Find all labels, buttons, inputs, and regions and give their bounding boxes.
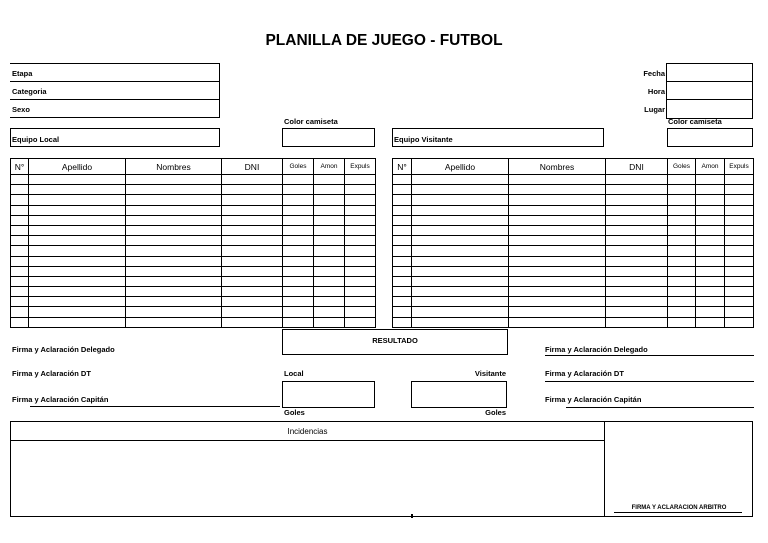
- table-row: [393, 236, 754, 246]
- table-cell[interactable]: [283, 195, 314, 205]
- table-cell[interactable]: [606, 287, 668, 297]
- roster-header-row: [393, 159, 754, 175]
- firma-arbitro-label: FIRMA Y ACLARACION ARBITRO: [631, 505, 727, 511]
- table-cell[interactable]: [314, 256, 345, 266]
- table-cell[interactable]: [283, 185, 314, 195]
- table-cell[interactable]: [345, 195, 376, 205]
- table-cell[interactable]: [696, 287, 725, 297]
- firma-delegado-visitante-line[interactable]: [545, 355, 754, 356]
- table-row: [11, 276, 376, 286]
- table-cell[interactable]: [606, 266, 668, 276]
- firma-capitan-visitante-label: Firma y Aclaración Capitán: [545, 395, 642, 404]
- table-cell[interactable]: [725, 195, 754, 205]
- table-row: [393, 215, 754, 225]
- table-cell[interactable]: [696, 205, 725, 215]
- table-cell[interactable]: [393, 205, 412, 215]
- field-sexo-label: Sexo: [12, 105, 30, 114]
- table-cell[interactable]: [696, 266, 725, 276]
- col-dni: DNI: [222, 159, 283, 175]
- col-apellido: Apellido: [29, 159, 126, 175]
- table-cell[interactable]: [668, 256, 696, 266]
- table-cell[interactable]: [29, 276, 126, 286]
- table-cell[interactable]: [314, 317, 345, 327]
- col-apellido: Apellido: [412, 159, 509, 175]
- table-cell[interactable]: [345, 317, 376, 327]
- roster-local-table: [10, 158, 376, 328]
- table-cell[interactable]: [126, 185, 222, 195]
- table-cell[interactable]: [222, 297, 283, 307]
- table-cell[interactable]: [725, 215, 754, 225]
- table-cell[interactable]: [345, 185, 376, 195]
- table-cell[interactable]: [314, 225, 345, 235]
- table-cell[interactable]: [345, 225, 376, 235]
- table-cell[interactable]: [29, 246, 126, 256]
- table-cell[interactable]: [412, 246, 509, 256]
- table-cell[interactable]: [29, 297, 126, 307]
- table-cell[interactable]: [412, 236, 509, 246]
- table-cell[interactable]: [222, 246, 283, 256]
- table-cell[interactable]: [725, 225, 754, 235]
- table-cell[interactable]: [222, 175, 283, 185]
- col-expuls: Expuls: [345, 159, 376, 175]
- roster-visitante-table: [392, 158, 754, 328]
- table-cell[interactable]: [668, 266, 696, 276]
- table-cell[interactable]: [126, 175, 222, 185]
- firma-delegado-visitante-label: Firma y Aclaración Delegado: [545, 345, 648, 354]
- table-cell[interactable]: [696, 225, 725, 235]
- table-cell[interactable]: [509, 276, 606, 286]
- table-cell[interactable]: [393, 276, 412, 286]
- table-cell[interactable]: [29, 215, 126, 225]
- table-cell[interactable]: [283, 266, 314, 276]
- table-cell[interactable]: [606, 225, 668, 235]
- table-cell[interactable]: [314, 276, 345, 286]
- table-cell[interactable]: [283, 225, 314, 235]
- table-cell[interactable]: [725, 246, 754, 256]
- table-row: [11, 225, 376, 235]
- table-cell[interactable]: [11, 276, 29, 286]
- table-cell[interactable]: [412, 266, 509, 276]
- table-cell[interactable]: [696, 215, 725, 225]
- table-cell[interactable]: [283, 205, 314, 215]
- field-divider: [666, 99, 753, 100]
- table-cell[interactable]: [725, 317, 754, 327]
- table-cell[interactable]: [283, 236, 314, 246]
- table-cell[interactable]: [222, 225, 283, 235]
- table-cell[interactable]: [126, 266, 222, 276]
- table-cell[interactable]: [668, 236, 696, 246]
- table-cell[interactable]: [509, 195, 606, 205]
- table-cell[interactable]: [222, 287, 283, 297]
- table-cell[interactable]: [606, 276, 668, 286]
- table-cell[interactable]: [29, 307, 126, 317]
- incidencias-header-divider: [10, 440, 605, 441]
- visitante-label: Visitante: [474, 369, 506, 378]
- table-cell[interactable]: [11, 287, 29, 297]
- table-cell[interactable]: [222, 185, 283, 195]
- field-divider: [10, 99, 220, 100]
- table-cell[interactable]: [668, 225, 696, 235]
- field-etapa-label: Etapa: [12, 69, 33, 78]
- table-cell[interactable]: [725, 205, 754, 215]
- table-cell[interactable]: [696, 256, 725, 266]
- table-cell[interactable]: [725, 307, 754, 317]
- firma-dt-local-label: Firma y Aclaración DT: [12, 369, 91, 378]
- table-cell[interactable]: [345, 256, 376, 266]
- table-row: [11, 297, 376, 307]
- table-cell[interactable]: [126, 205, 222, 215]
- table-cell[interactable]: [126, 317, 222, 327]
- table-cell[interactable]: [696, 185, 725, 195]
- table-cell[interactable]: [509, 185, 606, 195]
- table-row: [11, 175, 376, 185]
- table-cell[interactable]: [11, 175, 29, 185]
- table-cell[interactable]: [11, 195, 29, 205]
- color-camiseta-local-label: Color camiseta: [284, 117, 338, 126]
- firma-dt-visitante-line[interactable]: [545, 381, 754, 382]
- col-amon: Amon: [314, 159, 345, 175]
- table-cell[interactable]: [606, 256, 668, 266]
- table-cell[interactable]: [314, 287, 345, 297]
- table-cell[interactable]: [725, 266, 754, 276]
- table-cell[interactable]: [29, 205, 126, 215]
- table-cell[interactable]: [283, 317, 314, 327]
- table-cell[interactable]: [509, 175, 606, 185]
- table-cell[interactable]: [509, 215, 606, 225]
- table-cell[interactable]: [126, 276, 222, 286]
- table-cell[interactable]: [345, 276, 376, 286]
- table-row: [393, 297, 754, 307]
- table-cell[interactable]: [393, 185, 412, 195]
- table-row: [393, 175, 754, 185]
- table-cell[interactable]: [668, 297, 696, 307]
- table-cell[interactable]: [606, 185, 668, 195]
- table-row: [11, 185, 376, 195]
- right-header-fields: [600, 63, 754, 119]
- table-cell[interactable]: [668, 175, 696, 185]
- table-cell[interactable]: [11, 317, 29, 327]
- table-cell[interactable]: [696, 246, 725, 256]
- table-row: [393, 307, 754, 317]
- table-cell[interactable]: [126, 225, 222, 235]
- table-row: [11, 317, 376, 327]
- color-camiseta-visitante-label: Color camiseta: [668, 117, 722, 126]
- firma-capitan-local-line[interactable]: [30, 406, 280, 407]
- table-cell[interactable]: [11, 225, 29, 235]
- firma-delegado-local-label: Firma y Aclaración Delegado: [12, 345, 115, 354]
- table-cell[interactable]: [509, 317, 606, 327]
- table-cell[interactable]: [393, 297, 412, 307]
- table-cell[interactable]: [345, 215, 376, 225]
- table-cell[interactable]: [393, 215, 412, 225]
- table-cell[interactable]: [393, 266, 412, 276]
- table-row: [393, 205, 754, 215]
- table-cell[interactable]: [29, 236, 126, 246]
- table-cell[interactable]: [606, 246, 668, 256]
- table-cell[interactable]: [126, 256, 222, 266]
- table-row: [11, 307, 376, 317]
- table-cell[interactable]: [509, 307, 606, 317]
- table-cell[interactable]: [222, 307, 283, 317]
- table-cell[interactable]: [509, 266, 606, 276]
- table-row: [11, 246, 376, 256]
- table-cell[interactable]: [412, 185, 509, 195]
- table-cell[interactable]: [412, 225, 509, 235]
- table-cell[interactable]: [345, 297, 376, 307]
- table-cell[interactable]: [393, 287, 412, 297]
- table-cell[interactable]: [11, 307, 29, 317]
- table-row: [11, 256, 376, 266]
- table-cell[interactable]: [412, 317, 509, 327]
- table-row: [393, 256, 754, 266]
- table-cell[interactable]: [393, 246, 412, 256]
- table-cell[interactable]: [11, 246, 29, 256]
- col-nombres: Nombres: [126, 159, 222, 175]
- equipo-visitante-label: Equipo Visitante: [394, 135, 453, 144]
- table-cell[interactable]: [283, 246, 314, 256]
- table-cell[interactable]: [283, 297, 314, 307]
- field-lugar-label: Lugar: [644, 105, 665, 114]
- goles-visitante-field[interactable]: [411, 381, 507, 408]
- table-row: [393, 266, 754, 276]
- table-cell[interactable]: [345, 236, 376, 246]
- table-cell[interactable]: [126, 297, 222, 307]
- table-cell[interactable]: [283, 307, 314, 317]
- table-cell[interactable]: [314, 246, 345, 256]
- goles-visitante-label: Goles: [485, 408, 506, 417]
- table-row: [393, 225, 754, 235]
- table-cell[interactable]: [696, 276, 725, 286]
- table-cell[interactable]: [314, 175, 345, 185]
- col-numero: N°: [393, 159, 412, 175]
- firma-dt-visitante-label: Firma y Aclaración DT: [545, 369, 624, 378]
- table-cell[interactable]: [11, 205, 29, 215]
- table-cell[interactable]: [283, 276, 314, 286]
- table-cell[interactable]: [668, 246, 696, 256]
- table-cell[interactable]: [29, 317, 126, 327]
- table-cell[interactable]: [509, 236, 606, 246]
- table-cell[interactable]: [509, 256, 606, 266]
- table-cell[interactable]: [11, 297, 29, 307]
- table-cell[interactable]: [412, 205, 509, 215]
- table-cell[interactable]: [725, 175, 754, 185]
- col-goles: Goles: [283, 159, 314, 175]
- table-cell[interactable]: [393, 175, 412, 185]
- table-cell[interactable]: [606, 307, 668, 317]
- col-goles: Goles: [668, 159, 696, 175]
- table-cell[interactable]: [126, 236, 222, 246]
- table-cell[interactable]: [412, 256, 509, 266]
- table-cell[interactable]: [314, 266, 345, 276]
- table-cell[interactable]: [509, 205, 606, 215]
- table-cell[interactable]: [509, 225, 606, 235]
- table-cell[interactable]: [393, 225, 412, 235]
- page-title: PLANILLA DE JUEGO - FUTBOL: [265, 32, 503, 49]
- table-cell[interactable]: [696, 195, 725, 205]
- table-cell[interactable]: [11, 185, 29, 195]
- table-cell[interactable]: [725, 297, 754, 307]
- table-cell[interactable]: [606, 236, 668, 246]
- table-cell[interactable]: [393, 236, 412, 246]
- table-cell[interactable]: [29, 266, 126, 276]
- table-row: [11, 215, 376, 225]
- table-cell[interactable]: [29, 225, 126, 235]
- table-cell[interactable]: [222, 215, 283, 225]
- table-cell[interactable]: [345, 175, 376, 185]
- table-cell[interactable]: [412, 175, 509, 185]
- table-cell[interactable]: [283, 287, 314, 297]
- table-cell[interactable]: [29, 256, 126, 266]
- table-cell[interactable]: [126, 246, 222, 256]
- resultado-label: RESULTADO: [372, 336, 418, 345]
- table-cell[interactable]: [412, 287, 509, 297]
- table-cell[interactable]: [725, 256, 754, 266]
- table-cell[interactable]: [668, 307, 696, 317]
- table-cell[interactable]: [412, 297, 509, 307]
- col-amon: Amon: [696, 159, 725, 175]
- table-row: [393, 195, 754, 205]
- table-cell[interactable]: [222, 205, 283, 215]
- table-cell[interactable]: [345, 287, 376, 297]
- firma-capitan-local-label: Firma y Aclaración Capitán: [12, 395, 109, 404]
- table-cell[interactable]: [412, 195, 509, 205]
- table-cell[interactable]: [345, 307, 376, 317]
- table-cell[interactable]: [314, 195, 345, 205]
- incidencias-label: Incidencias: [287, 427, 328, 436]
- table-cell[interactable]: [222, 276, 283, 286]
- table-cell[interactable]: [668, 185, 696, 195]
- table-cell[interactable]: [29, 175, 126, 185]
- table-cell[interactable]: [11, 215, 29, 225]
- table-row: [11, 195, 376, 205]
- col-nombres: Nombres: [509, 159, 606, 175]
- table-cell[interactable]: [314, 215, 345, 225]
- table-cell[interactable]: [606, 215, 668, 225]
- table-cell[interactable]: [222, 317, 283, 327]
- table-cell[interactable]: [222, 236, 283, 246]
- table-cell[interactable]: [283, 215, 314, 225]
- table-row: [11, 236, 376, 246]
- table-cell[interactable]: [314, 185, 345, 195]
- table-cell[interactable]: [345, 205, 376, 215]
- table-cell[interactable]: [606, 195, 668, 205]
- table-cell[interactable]: [606, 205, 668, 215]
- table-row: [393, 246, 754, 256]
- table-cell[interactable]: [412, 307, 509, 317]
- table-cell[interactable]: [345, 266, 376, 276]
- col-dni: DNI: [606, 159, 668, 175]
- table-cell[interactable]: [11, 256, 29, 266]
- table-cell[interactable]: [668, 287, 696, 297]
- table-cell[interactable]: [668, 205, 696, 215]
- field-categoria-label: Categoria: [12, 87, 47, 96]
- table-cell[interactable]: [725, 276, 754, 286]
- table-row: [11, 287, 376, 297]
- table-cell[interactable]: [668, 195, 696, 205]
- table-cell[interactable]: [222, 256, 283, 266]
- table-cell[interactable]: [314, 205, 345, 215]
- local-label: Local: [284, 369, 304, 378]
- color-camiseta-visitante-field[interactable]: [667, 128, 753, 147]
- table-cell[interactable]: [393, 256, 412, 266]
- table-cell[interactable]: [222, 195, 283, 205]
- table-cell[interactable]: [696, 175, 725, 185]
- table-cell[interactable]: [126, 307, 222, 317]
- table-cell[interactable]: [606, 297, 668, 307]
- table-cell[interactable]: [222, 266, 283, 276]
- table-cell[interactable]: [725, 236, 754, 246]
- table-cell[interactable]: [696, 297, 725, 307]
- table-cell[interactable]: [314, 307, 345, 317]
- field-divider: [10, 81, 220, 82]
- table-row: [393, 185, 754, 195]
- goles-local-label: Goles: [284, 408, 305, 417]
- table-row: [11, 266, 376, 276]
- table-cell[interactable]: [725, 287, 754, 297]
- table-cell[interactable]: [283, 175, 314, 185]
- table-cell[interactable]: [412, 276, 509, 286]
- table-row: [393, 317, 754, 327]
- table-cell[interactable]: [29, 287, 126, 297]
- field-hora-label: Hora: [647, 87, 665, 96]
- color-camiseta-local-field[interactable]: [282, 128, 375, 147]
- table-cell[interactable]: [345, 246, 376, 256]
- table-cell[interactable]: [29, 195, 126, 205]
- roster-header-row: [11, 159, 376, 175]
- table-cell[interactable]: [606, 175, 668, 185]
- table-cell[interactable]: [412, 215, 509, 225]
- table-cell[interactable]: [668, 317, 696, 327]
- table-cell[interactable]: [314, 236, 345, 246]
- table-cell[interactable]: [11, 236, 29, 246]
- table-cell[interactable]: [314, 297, 345, 307]
- field-divider: [666, 81, 753, 82]
- right-header-box: [666, 63, 753, 119]
- table-cell[interactable]: [29, 185, 126, 195]
- table-cell[interactable]: [283, 256, 314, 266]
- table-cell[interactable]: [393, 307, 412, 317]
- table-row: [393, 276, 754, 286]
- table-cell[interactable]: [668, 276, 696, 286]
- col-expuls: Expuls: [725, 159, 754, 175]
- table-cell[interactable]: [509, 297, 606, 307]
- firma-capitan-visitante-line[interactable]: [566, 407, 754, 408]
- goles-local-field[interactable]: [282, 381, 375, 408]
- table-cell[interactable]: [126, 195, 222, 205]
- table-cell[interactable]: [393, 195, 412, 205]
- table-cell[interactable]: [509, 246, 606, 256]
- equipo-local-label: Equipo Local: [12, 135, 60, 144]
- table-cell[interactable]: [696, 317, 725, 327]
- table-cell[interactable]: [11, 266, 29, 276]
- table-cell[interactable]: [606, 317, 668, 327]
- table-cell[interactable]: [696, 307, 725, 317]
- table-row: [11, 205, 376, 215]
- field-fecha-label: Fecha: [643, 69, 665, 78]
- table-cell[interactable]: [393, 317, 412, 327]
- table-cell[interactable]: [668, 215, 696, 225]
- table-cell[interactable]: [126, 287, 222, 297]
- bottom-rule: [10, 516, 753, 517]
- table-row: [393, 287, 754, 297]
- table-cell[interactable]: [126, 215, 222, 225]
- table-cell[interactable]: [696, 236, 725, 246]
- table-cell[interactable]: [725, 185, 754, 195]
- col-numero: N°: [11, 159, 29, 175]
- bottom-tick: [411, 514, 413, 518]
- table-cell[interactable]: [509, 287, 606, 297]
